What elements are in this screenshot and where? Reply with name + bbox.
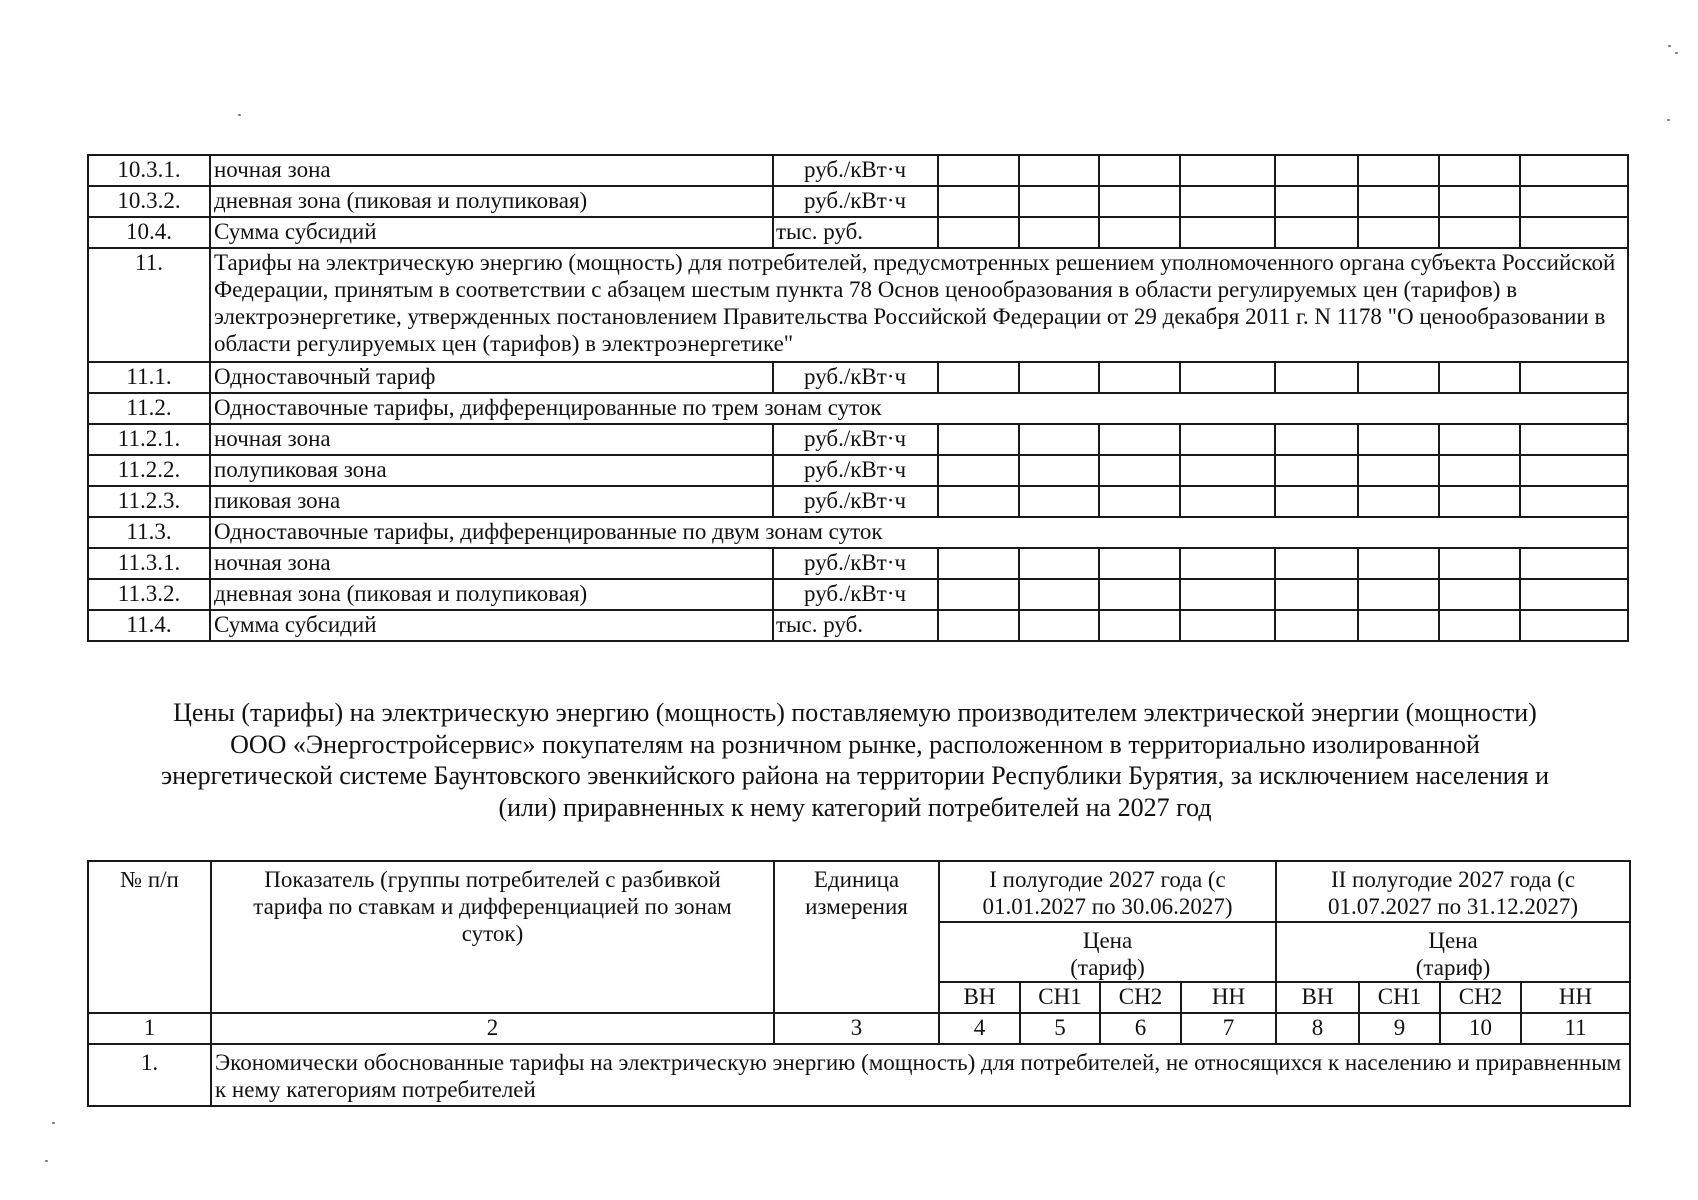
table-row — [88, 455, 1628, 486]
value-cell — [1099, 155, 1180, 186]
value-cell — [1180, 486, 1275, 517]
row-number: 11.1. — [88, 362, 210, 393]
row-name: ночная зона — [210, 548, 773, 579]
value-cell — [1019, 424, 1099, 455]
value-cell — [1358, 217, 1439, 248]
value-cell — [1099, 424, 1180, 455]
value-cell — [1019, 486, 1099, 517]
row-number: 11.3.2. — [88, 579, 210, 610]
value-cell — [1275, 424, 1358, 455]
voltage-level: НН — [1181, 982, 1276, 1013]
table-row — [88, 424, 1628, 455]
row-unit: руб./кВт·ч — [773, 186, 938, 217]
value-cell — [1180, 548, 1275, 579]
column-number: 1 — [88, 1013, 211, 1044]
value-cell — [1358, 155, 1439, 186]
section-title: Одноставочные тарифы, дифференцированные по двум зонам суток — [210, 517, 1628, 548]
value-cell — [1180, 186, 1275, 217]
value-cell — [1358, 486, 1439, 517]
value-cell — [1520, 424, 1628, 455]
row-number: 11.3.1. — [88, 548, 210, 579]
row-name: ночная зона — [210, 155, 773, 186]
heading-line: (или) приравненных к нему категорий потребителей на 2027 год — [498, 792, 1212, 822]
tariff-table-2027 — [87, 860, 1631, 1107]
value-cell — [938, 362, 1019, 393]
table-row — [88, 579, 1628, 610]
row-unit: руб./кВт·ч — [773, 155, 938, 186]
table-row — [88, 186, 1628, 217]
value-cell — [1439, 362, 1520, 393]
value-cell — [1275, 155, 1358, 186]
value-cell — [938, 424, 1019, 455]
voltage-level: СН2 — [1100, 982, 1181, 1013]
row-unit: руб./кВт·ч — [773, 424, 938, 455]
header-unit: Единица измерения — [774, 861, 939, 1013]
heading-line: ООО «Энергостройсервис» покупателям на розничном рынке, расположенном в территориально изолированной — [230, 729, 1480, 759]
value-cell — [1180, 155, 1275, 186]
value-cell — [1520, 217, 1628, 248]
row-unit: руб./кВт·ч — [773, 486, 938, 517]
voltage-level: НН — [1521, 982, 1630, 1013]
value-cell — [938, 610, 1019, 641]
header-indicator: Показатель (группы потребителей с разбивкой тарифа по ставкам и дифференциацией по зонам суток) — [211, 861, 774, 1013]
value-cell — [1180, 217, 1275, 248]
scan-speck — [1667, 119, 1670, 121]
value-cell — [1439, 217, 1520, 248]
value-cell — [1358, 579, 1439, 610]
section-heading — [70, 697, 1640, 823]
value-cell — [1520, 362, 1628, 393]
column-number: 11 — [1521, 1013, 1630, 1044]
value-cell — [1275, 217, 1358, 248]
header-half-year-2: II полугодие 2027 года (с 01.07.2027 по 31.12.2027) — [1276, 861, 1630, 922]
value-cell — [1358, 186, 1439, 217]
value-cell — [938, 155, 1019, 186]
row-number: 1. — [88, 1044, 211, 1106]
value-cell — [1099, 548, 1180, 579]
row-number: 11.4. — [88, 610, 210, 641]
table-row — [88, 486, 1628, 517]
column-number: 6 — [1100, 1013, 1181, 1044]
value-cell — [1099, 217, 1180, 248]
row-unit: тыс. руб. — [773, 217, 938, 248]
value-cell — [1275, 362, 1358, 393]
column-number: 7 — [1181, 1013, 1276, 1044]
value-cell — [1358, 548, 1439, 579]
tariff-table-continued — [87, 154, 1629, 642]
value-cell — [1180, 362, 1275, 393]
value-cell — [1019, 217, 1099, 248]
row-name: дневная зона (пиковая и полупиковая) — [210, 186, 773, 217]
header-row — [88, 861, 1630, 922]
table-row — [88, 610, 1628, 641]
value-cell — [1358, 362, 1439, 393]
value-cell — [1520, 455, 1628, 486]
scan-speck — [238, 114, 241, 116]
scan-speck — [52, 1122, 55, 1124]
value-cell — [1180, 610, 1275, 641]
value-cell — [1099, 186, 1180, 217]
voltage-level: ВН — [939, 982, 1020, 1013]
value-cell — [1520, 186, 1628, 217]
value-cell — [1275, 186, 1358, 217]
table-row — [88, 217, 1628, 248]
value-cell — [1275, 455, 1358, 486]
value-cell — [1439, 486, 1520, 517]
section-title: Одноставочные тарифы, дифференцированные по трем зонам суток — [210, 393, 1628, 424]
value-cell — [1019, 186, 1099, 217]
table-row — [88, 548, 1628, 579]
value-cell — [1019, 362, 1099, 393]
row-number: 10.3.1. — [88, 155, 210, 186]
value-cell — [1019, 610, 1099, 641]
value-cell — [1439, 424, 1520, 455]
value-cell — [938, 217, 1019, 248]
value-cell — [938, 579, 1019, 610]
header-price-2: Цена (тариф) — [1276, 922, 1630, 982]
voltage-level: ВН — [1276, 982, 1359, 1013]
row-unit: руб./кВт·ч — [773, 579, 938, 610]
table-row — [88, 393, 1628, 424]
row-unit: руб./кВт·ч — [773, 362, 938, 393]
value-cell — [938, 186, 1019, 217]
value-cell — [938, 455, 1019, 486]
value-cell — [1019, 579, 1099, 610]
heading-line: энергетической системе Баунтовского эвенкийского района на территории Республики Бурятия, за исключением населения и — [160, 761, 1550, 790]
value-cell — [1180, 579, 1275, 610]
value-cell — [1180, 455, 1275, 486]
row-number: 11.2.1. — [88, 424, 210, 455]
value-cell — [1099, 579, 1180, 610]
column-number: 10 — [1440, 1013, 1521, 1044]
value-cell — [1275, 579, 1358, 610]
section-title: Тарифы на электрическую энергию (мощность) для потребителей, предусмотренных решением уполномоченного органа субъекта Российской Федерации, принятым в соответствии с абзацем шестым пункта 78 Основ ценообразования в области регулируемых цен (тарифов) в электроэнергетике, утвержденных постановлением Правительства Российской Федерации от 29 декабря 2011 г. N 1178 "О ценообразовании в области регулируемых цен (тарифов) в электроэнергетике" — [210, 248, 1628, 362]
row-number: 10.3.2. — [88, 186, 210, 217]
value-cell — [1099, 455, 1180, 486]
value-cell — [1099, 486, 1180, 517]
value-cell — [1439, 455, 1520, 486]
column-number-row — [88, 1013, 1630, 1044]
value-cell — [1439, 610, 1520, 641]
row-name: Сумма субсидий — [210, 610, 773, 641]
voltage-level: СН1 — [1020, 982, 1100, 1013]
value-cell — [1019, 548, 1099, 579]
value-cell — [1439, 155, 1520, 186]
value-cell — [1019, 455, 1099, 486]
table-row — [88, 517, 1628, 548]
header-price-1: Цена (тариф) — [939, 922, 1276, 982]
table-row — [88, 1044, 1630, 1106]
scan-speck — [45, 1160, 48, 1162]
value-cell — [938, 548, 1019, 579]
header-half-year-1: I полугодие 2027 года (с 01.01.2027 по 30.06.2027) — [939, 861, 1276, 922]
column-number: 2 — [211, 1013, 774, 1044]
row-unit: руб./кВт·ч — [773, 455, 938, 486]
row-number: 11.2. — [88, 393, 210, 424]
value-cell — [1520, 610, 1628, 641]
value-cell — [1520, 579, 1628, 610]
value-cell — [1520, 548, 1628, 579]
value-cell — [1439, 579, 1520, 610]
scan-speck — [1668, 45, 1671, 47]
value-cell — [1275, 610, 1358, 641]
row-number: 10.4. — [88, 217, 210, 248]
row-number: 11.3. — [88, 517, 210, 548]
table-row — [88, 155, 1628, 186]
voltage-level: СН2 — [1440, 982, 1521, 1013]
column-number: 3 — [774, 1013, 939, 1044]
value-cell — [1358, 455, 1439, 486]
value-cell — [1180, 424, 1275, 455]
value-cell — [938, 486, 1019, 517]
row-unit: тыс. руб. — [773, 610, 938, 641]
column-number: 4 — [939, 1013, 1020, 1044]
row-name: Одноставочный тариф — [210, 362, 773, 393]
row-name: ночная зона — [210, 424, 773, 455]
value-cell — [1275, 548, 1358, 579]
row-number: 11.2.2. — [88, 455, 210, 486]
row-number: 11. — [88, 248, 210, 362]
column-number: 8 — [1276, 1013, 1359, 1044]
value-cell — [1439, 548, 1520, 579]
row-name: дневная зона (пиковая и полупиковая) — [210, 579, 773, 610]
value-cell — [1358, 610, 1439, 641]
row-number: 11.2.3. — [88, 486, 210, 517]
value-cell — [1019, 155, 1099, 186]
voltage-level: СН1 — [1359, 982, 1440, 1013]
heading-line: Цены (тарифы) на электрическую энергию (мощность) поставляемую производителем электрической энергии (мощности) — [173, 698, 1537, 727]
section-title: Экономически обоснованные тарифы на электрическую энергию (мощность) для потребителей, не относящихся к населению и приравненным к нему категориям потребителей — [211, 1044, 1630, 1106]
value-cell — [1275, 486, 1358, 517]
scan-speck — [1675, 52, 1678, 54]
row-unit: руб./кВт·ч — [773, 548, 938, 579]
value-cell — [1099, 362, 1180, 393]
column-number: 9 — [1359, 1013, 1440, 1044]
column-number: 5 — [1020, 1013, 1100, 1044]
table-row — [88, 362, 1628, 393]
row-name: полупиковая зона — [210, 455, 773, 486]
value-cell — [1520, 155, 1628, 186]
value-cell — [1520, 486, 1628, 517]
table-row — [88, 248, 1628, 362]
value-cell — [1099, 610, 1180, 641]
row-name: пиковая зона — [210, 486, 773, 517]
row-name: Сумма субсидий — [210, 217, 773, 248]
value-cell — [1439, 186, 1520, 217]
header-number: № п/п — [88, 861, 211, 1013]
value-cell — [1358, 424, 1439, 455]
